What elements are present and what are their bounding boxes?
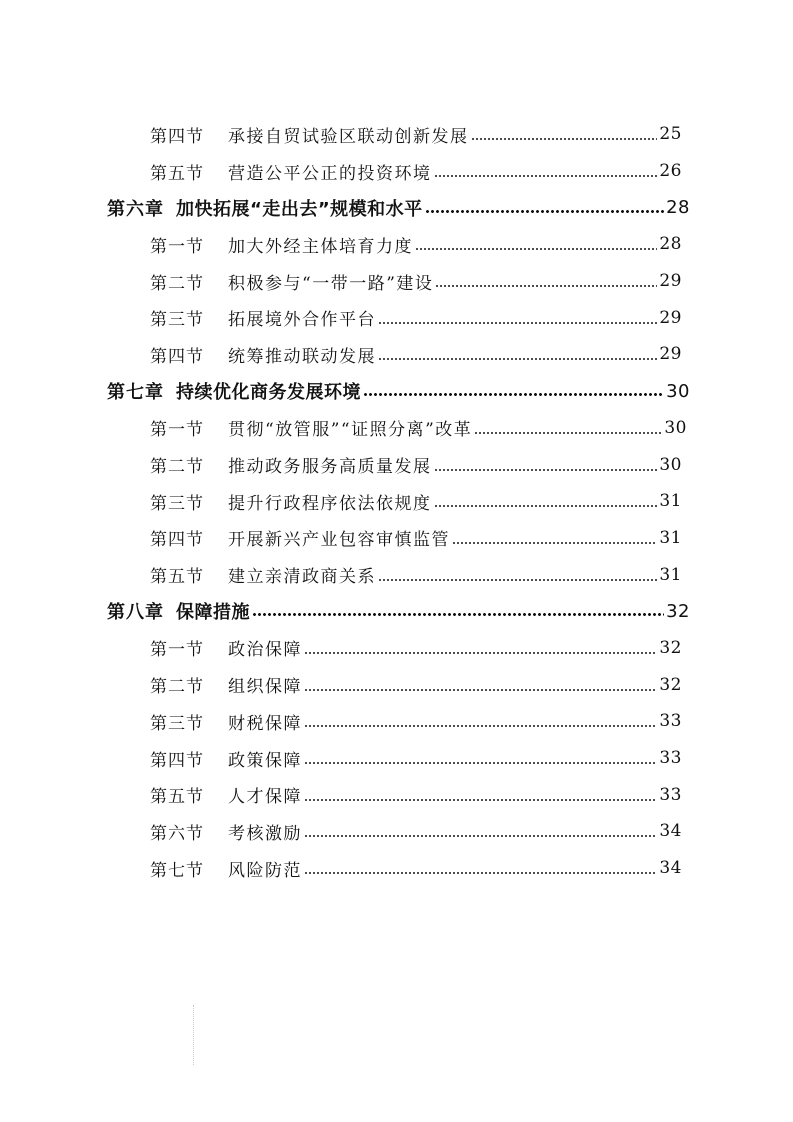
toc-entry-section[interactable]: [0, 116, 682, 153]
toc-entry-title: 开展新兴产业包容审慎监管: [228, 530, 450, 551]
toc-entry-label: 第六节: [150, 823, 204, 844]
toc-entry-page: 29: [659, 271, 682, 292]
toc-entry-section[interactable]: [0, 226, 682, 263]
dot-leader: [378, 565, 657, 585]
toc-entry-label: 第八章: [107, 602, 164, 624]
dot-leader: [363, 381, 664, 401]
dot-leader: [304, 638, 657, 658]
toc-entry-label: 第一节: [150, 640, 204, 661]
toc-entry-label: 第二节: [150, 457, 204, 478]
dot-leader: [425, 198, 664, 218]
toc-entry-label: 第三节: [150, 713, 204, 734]
toc-entry-section[interactable]: [0, 776, 682, 813]
toc-entry-label: 第五节: [150, 567, 204, 588]
toc-entry-title: 推动政务服务高质量发展: [228, 457, 432, 478]
toc-entry-page: 26: [659, 161, 682, 182]
toc-entry-page: 25: [659, 124, 682, 145]
toc-entry-label: 第四节: [150, 530, 204, 551]
toc-entry-label: 第六章: [107, 198, 164, 220]
toc-entry-title: 提升行政程序依法依规度: [228, 493, 432, 514]
toc-entry-label: 第四节: [150, 346, 204, 367]
toc-entry-title: 风险防范: [228, 860, 302, 881]
toc-entry-page: 32: [659, 637, 682, 658]
dot-leader: [304, 748, 657, 768]
toc-entry-chapter[interactable]: [0, 189, 690, 226]
toc-entry-title: 建立亲清政商关系: [228, 567, 376, 588]
toc-entry-section[interactable]: [0, 850, 682, 887]
dot-leader: [378, 344, 657, 364]
dot-leader: [435, 271, 657, 291]
toc-entry-title: 人才保障: [228, 787, 302, 808]
dot-leader: [434, 491, 658, 511]
faint-margin-mark: [193, 1005, 195, 1065]
toc-entry-page: 30: [664, 417, 687, 438]
toc-entry-section[interactable]: [0, 813, 682, 850]
toc-entry-chapter[interactable]: [0, 373, 690, 410]
toc-entry-title: 贯彻“放管服”“证照分离”改革: [228, 420, 473, 441]
toc-entry-page: 28: [666, 197, 690, 219]
toc-entry-label: 第二节: [150, 677, 204, 698]
dot-leader: [434, 161, 658, 181]
toc-entry-page: 34: [659, 821, 682, 842]
toc-entry-page: 33: [659, 784, 682, 805]
dot-leader: [415, 234, 657, 254]
toc-entry-label: 第五节: [150, 787, 204, 808]
toc-entry-label: 第四节: [150, 750, 204, 771]
toc-entry-label: 第五节: [150, 163, 204, 184]
toc-entry-section[interactable]: [0, 740, 682, 777]
dot-leader: [378, 308, 657, 328]
toc-entry-title: 政策保障: [228, 750, 302, 771]
toc-entry-title: 考核激励: [228, 823, 302, 844]
toc-entry-page: 31: [659, 527, 682, 548]
toc-entry-label: 第七章: [107, 382, 164, 404]
dot-leader: [471, 124, 658, 144]
toc-entry-label: 第七节: [150, 860, 204, 881]
dot-leader: [304, 675, 657, 695]
toc-entry-title: 组织保障: [228, 677, 302, 698]
toc-entry-page: 33: [659, 748, 682, 769]
toc-entry-title: 积极参与“一带一路”建设: [228, 273, 434, 294]
toc-entry-label: 第一节: [150, 236, 204, 257]
toc-entry-section[interactable]: [0, 520, 682, 557]
dot-leader: [434, 455, 658, 475]
toc-entry-page: 31: [659, 491, 682, 512]
toc-entry-section[interactable]: [0, 483, 682, 520]
table-of-contents: [0, 116, 793, 886]
dot-leader: [474, 418, 662, 438]
toc-entry-label: 第三节: [150, 493, 204, 514]
toc-entry-page: 28: [659, 234, 682, 255]
toc-entry-section[interactable]: [0, 336, 682, 373]
dot-leader: [304, 821, 657, 841]
dot-leader: [304, 785, 657, 805]
toc-entry-page: 29: [659, 307, 682, 328]
toc-entry-title: 加快拓展“走出去”规模和水平: [176, 198, 423, 220]
toc-entry-section[interactable]: [0, 153, 682, 190]
toc-entry-title: 营造公平公正的投资环境: [228, 163, 432, 184]
toc-entry-label: 第二节: [150, 273, 204, 294]
toc-entry-section[interactable]: [0, 299, 682, 336]
toc-entry-chapter[interactable]: [0, 593, 690, 630]
toc-entry-title: 持续优化商务发展环境: [176, 382, 361, 404]
toc-entry-page: 30: [666, 380, 690, 402]
dot-leader: [452, 528, 657, 548]
toc-entry-page: 34: [659, 858, 682, 879]
toc-entry-title: 政治保障: [228, 640, 302, 661]
toc-entry-section[interactable]: [0, 410, 687, 447]
toc-entry-page: 32: [659, 674, 682, 695]
toc-entry-page: 30: [659, 454, 682, 475]
toc-entry-label: 第三节: [150, 310, 204, 331]
dot-leader: [304, 858, 657, 878]
toc-entry-section[interactable]: [0, 556, 682, 593]
toc-entry-label: 第一节: [150, 420, 204, 441]
toc-entry-section[interactable]: [0, 446, 682, 483]
toc-entry-title: 保障措施: [176, 602, 250, 624]
toc-entry-section[interactable]: [0, 703, 682, 740]
dot-leader: [304, 711, 657, 731]
toc-entry-page: 32: [666, 600, 690, 622]
toc-entry-page: 29: [659, 344, 682, 365]
toc-entry-title: 统筹推动联动发展: [228, 346, 376, 367]
toc-entry-title: 加大外经主体培育力度: [228, 236, 413, 257]
toc-entry-title: 财税保障: [228, 713, 302, 734]
toc-entry-section[interactable]: [0, 263, 682, 300]
dot-leader: [252, 601, 664, 621]
toc-entry-section[interactable]: [0, 630, 682, 667]
toc-entry-title: 拓展境外合作平台: [228, 310, 376, 331]
toc-entry-section[interactable]: [0, 666, 682, 703]
toc-entry-title: 承接自贸试验区联动创新发展: [228, 126, 469, 147]
toc-entry-page: 31: [659, 564, 682, 585]
toc-entry-label: 第四节: [150, 126, 204, 147]
toc-entry-page: 33: [659, 711, 682, 732]
